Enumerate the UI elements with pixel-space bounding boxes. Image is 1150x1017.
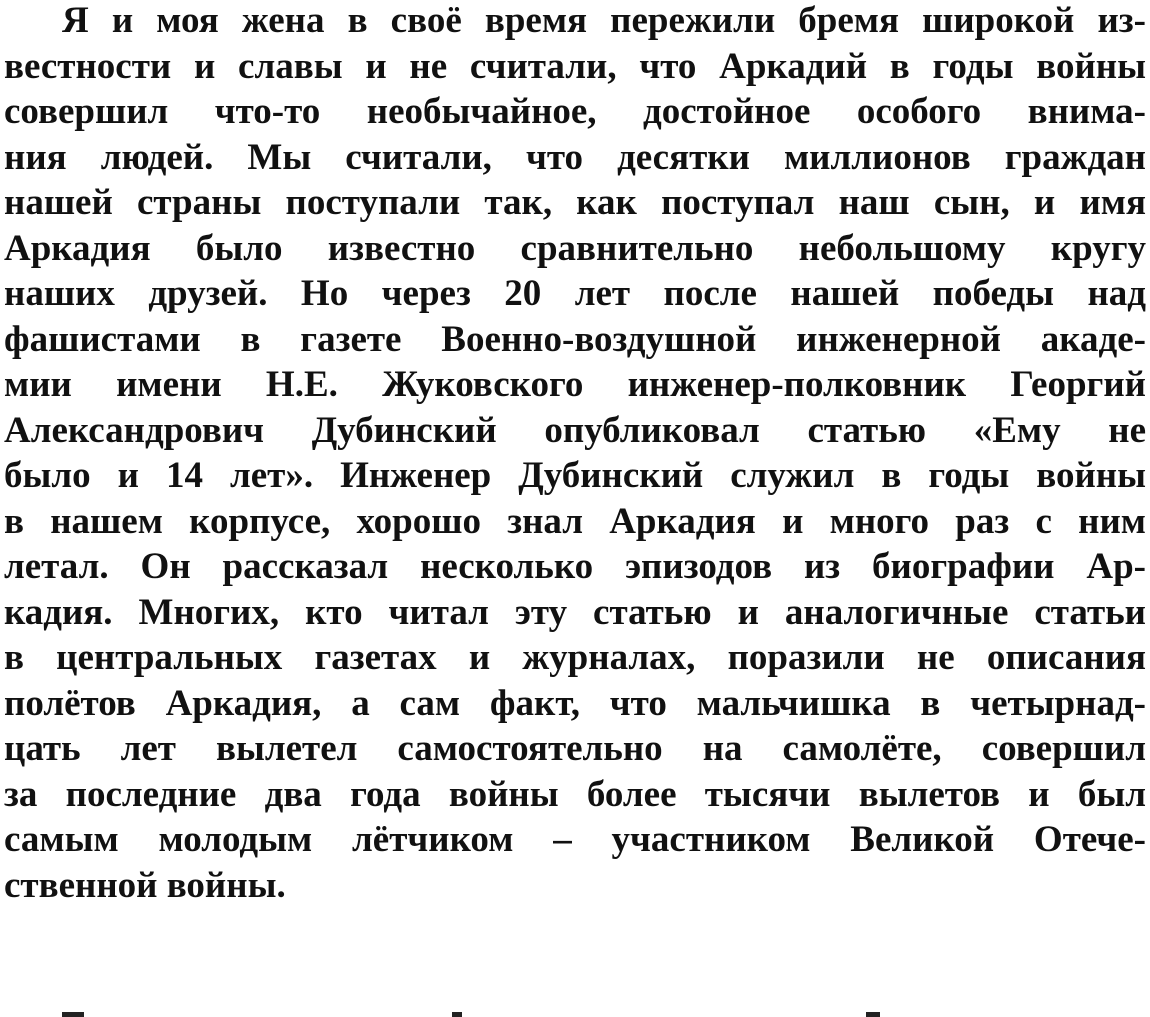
text-line: Я и моя жена в своё время пережили бремя широкой из- — [62, 0, 1146, 41]
text-line: кадия. Многих, кто читал эту статью и аналогичные статьи — [4, 591, 1146, 633]
text-line: в нашем корпусе, хорошо знал Аркадия и много раз с ним — [4, 500, 1146, 542]
cropped-next-line — [0, 1004, 1150, 1017]
text-line: самым молодым лётчиком – участником Великой Отече- — [4, 819, 1146, 860]
text-line: Аркадия было известно сравнительно небольшому кругу — [4, 227, 1146, 269]
text-line: Александрович Дубинский опубликовал статью «Ему не — [4, 409, 1146, 451]
text-line: ственной войны. — [4, 864, 286, 906]
text-line: вестности и славы и не считали, что Аркадий в годы войны — [4, 45, 1146, 87]
cropped-glyph-fragment — [452, 1012, 462, 1017]
text-line: было и 14 лет». Инженер Дубинский служил в годы войны — [4, 455, 1146, 496]
text-line: за последние два года войны более тысячи вылетов и был — [4, 773, 1146, 815]
text-line: мии имени Н.Е. Жуковского инженер-полковник Георгий — [4, 364, 1146, 405]
text-line: летал. Он рассказал несколько эпизодов из биографии Ар- — [4, 546, 1146, 587]
text-line: полётов Аркадия, а сам факт, что мальчишка в четырнад- — [4, 682, 1146, 724]
text-line: наших друзей. Но через 20 лет после нашей победы над — [4, 273, 1146, 314]
body-paragraph — [4, 0, 1146, 908]
text-line: фашистами в газете Военно-воздушной инженерной акаде- — [4, 318, 1146, 360]
cropped-glyph-fragment — [62, 1012, 84, 1017]
text-line: совершил что-то необычайное, достойное особого внима- — [4, 91, 1146, 132]
text-line: в центральных газетах и журналах, поразили не описания — [4, 637, 1146, 678]
cropped-glyph-fragment — [866, 1012, 880, 1017]
text-line: нашей страны поступали так, как поступал наш сын, и имя — [4, 182, 1146, 223]
text-line: ния людей. Мы считали, что десятки миллионов граждан — [4, 136, 1146, 178]
text-line: цать лет вылетел самостоятельно на самолёте, совершил — [4, 728, 1146, 769]
